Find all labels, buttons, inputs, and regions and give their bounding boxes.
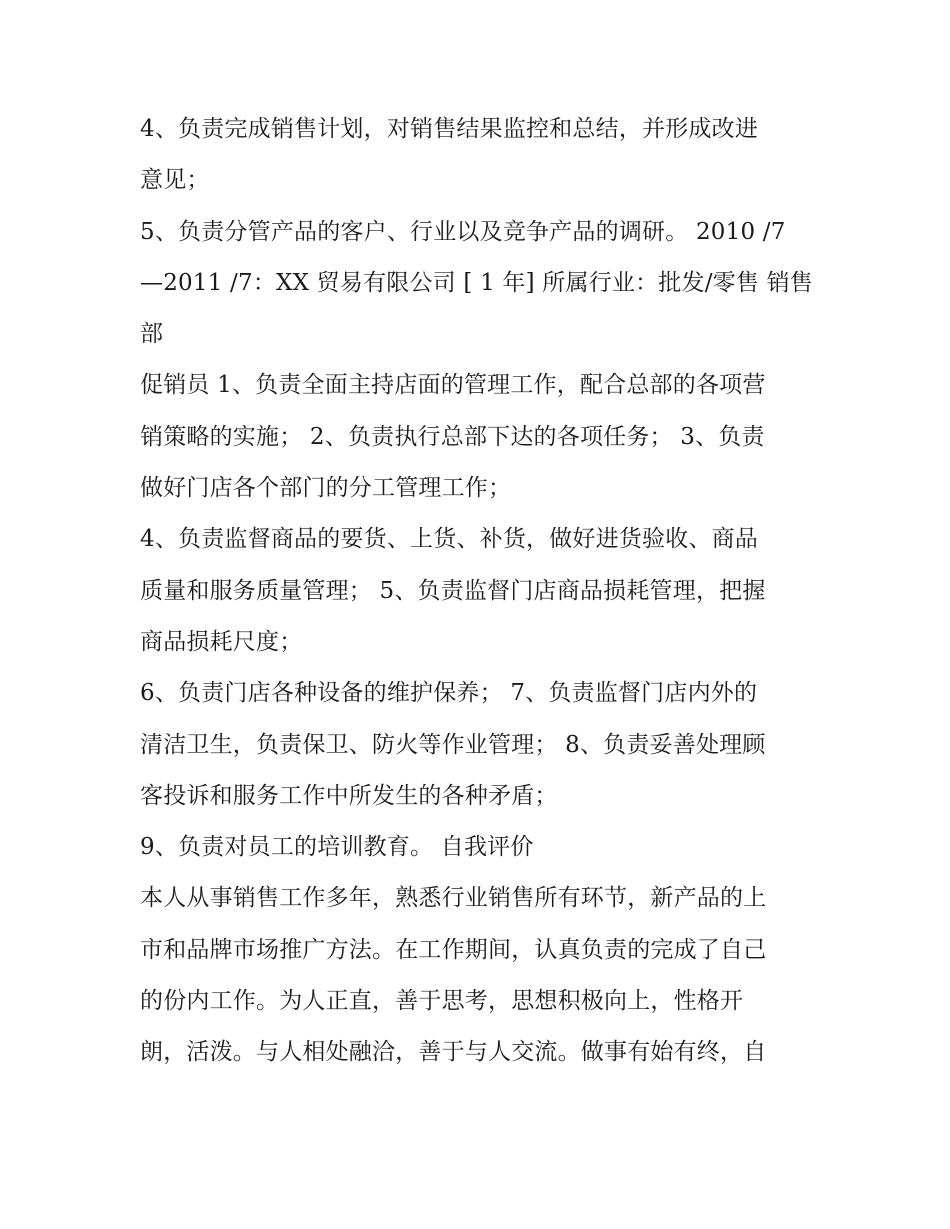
text-line: 5、负责分管产品的客户、行业以及竞争产品的调研。 2010 /7 (140, 218, 786, 245)
text-line: 意见； (140, 167, 210, 194)
text-line: 部 (140, 321, 164, 348)
text-line: 9、负责对员工的培训教育。 自我评价 (140, 834, 534, 861)
text-line: 朗，活泼。与人相处融洽，善于与人交流。做事有始有终，自 (140, 1039, 767, 1066)
text-line: 客投诉和服务工作中所发生的各种矛盾； (140, 782, 558, 809)
text-line: 市和品牌市场推广方法。在工作期间，认真负责的完成了自己 (140, 936, 767, 963)
text-line: 6、负责门店各种设备的维护保养； 7、负责监督门店内外的 (140, 680, 758, 707)
text-line: 做好门店各个部门的分工管理工作； (140, 475, 512, 502)
text-line: 商品损耗尺度； (140, 628, 303, 655)
text-line: 本人从事销售工作多年，熟悉行业销售所有环节，新产品的上 (140, 885, 767, 912)
text-line: 的份内工作。为人正直，善于思考，思想积极向上，性格开 (140, 988, 744, 1015)
text-line: 4、负责完成销售计划，对销售结果监控和总结，并形成改进 (140, 116, 759, 142)
text-line: 促销员 1、负责全面主持店面的管理工作，配合总部的各项营 (140, 372, 766, 399)
text-line: —2011 /7：XX 贸易有限公司 [ 1 年] 所属行业：批发/零售 销售 (140, 269, 813, 296)
document-body (140, 104, 812, 1079)
text-line: 清洁卫生，负责保卫、防火等作业管理； 8、负责妥善处理顾 (140, 731, 766, 758)
text-line: 质量和服务质量管理； 5、负责监督门店商品损耗管理，把握 (140, 577, 766, 604)
text-line: 4、负责监督商品的要货、上货、补货，做好进货验收、商品 (140, 526, 759, 553)
text-line: 销策略的实施； 2、负责执行总部下达的各项任务； 3、负责 (140, 423, 765, 450)
